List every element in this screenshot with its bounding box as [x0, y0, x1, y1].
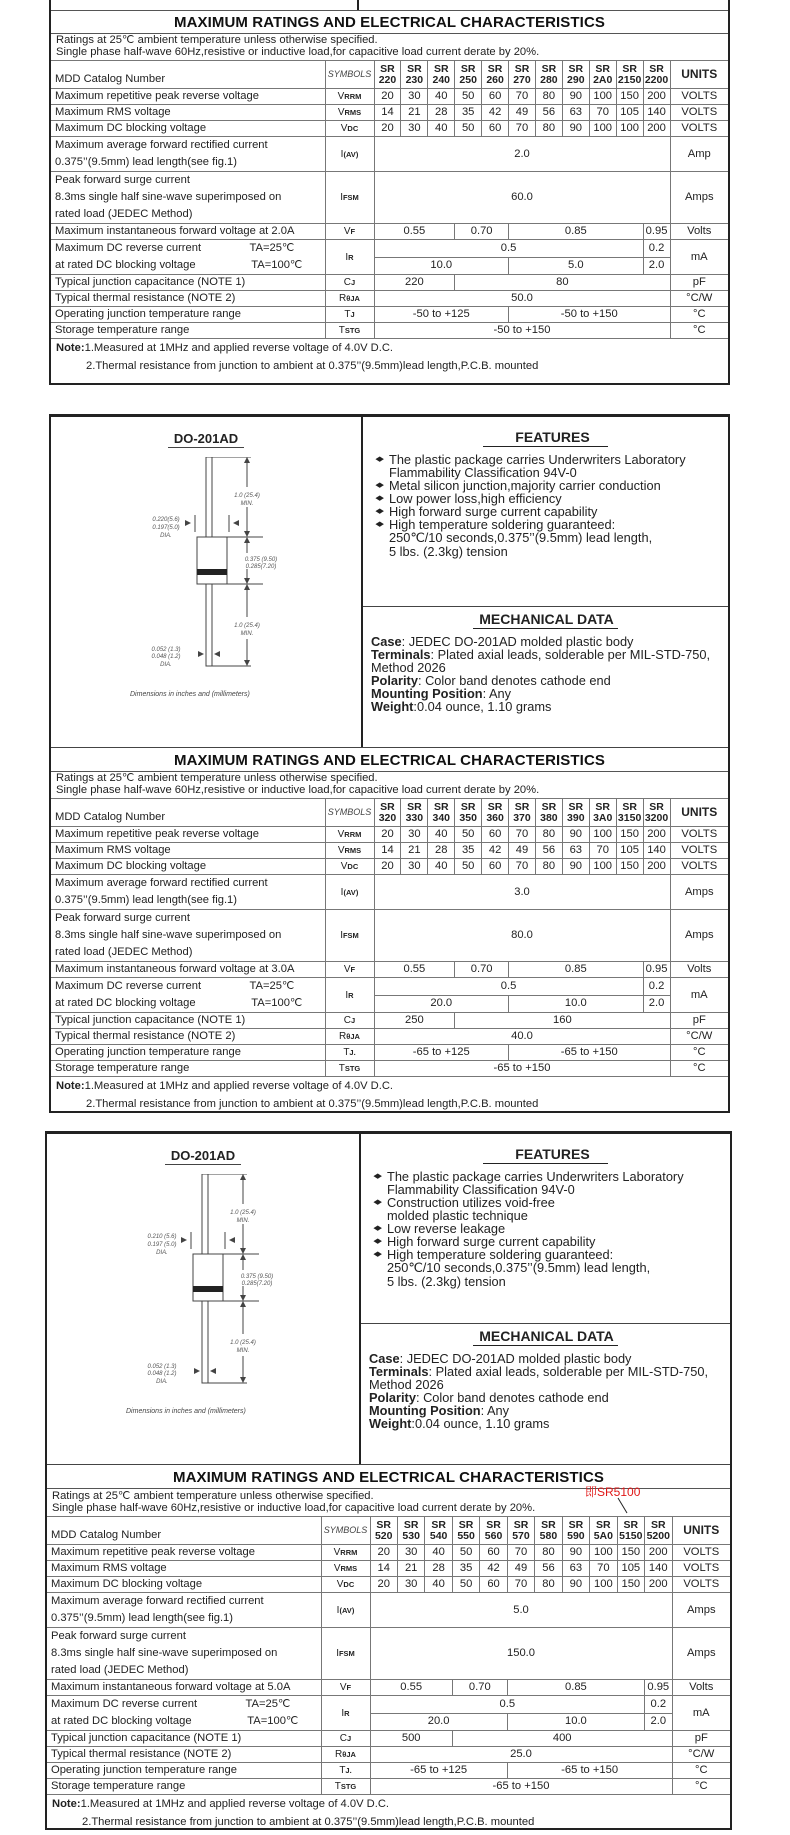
- section-title: MAXIMUM RATINGS AND ELECTRICAL CHARACTERISTICS: [51, 749, 728, 772]
- package-title: DO-201AD: [47, 1148, 359, 1163]
- row-iav: Maximum average forward rectified current 0.375’’(9.5mm) lead length(see fig.1) I(AV) 2.0 Amp: [51, 137, 728, 172]
- ratings-table: [51, 60, 728, 339]
- ratings-line-1: Ratings at 25℃ ambient temperature unless otherwise specified.: [52, 1490, 374, 1502]
- ratings-section: [51, 11, 728, 375]
- svg-text:0.210 (5.6): 0.210 (5.6): [147, 1234, 177, 1240]
- model-header: SR 230: [401, 61, 428, 89]
- mechanical-data: Case: JEDEC DO-201AD molded plastic body Terminals: Plated axial leads, solderable per MIL-STD-750, Method 2026 Polarity: Color band denotes cathode end Mounting Position: Any Weight:0.04 ounce, 1.10 grams: [369, 1351, 709, 1431]
- units-header: UNITS: [672, 1517, 730, 1545]
- row-rth: Typical thermal resistance (NOTE 2) RθJA 50.0 °C/W: [51, 291, 728, 307]
- row-tj: Operating junction temperature range TJ. -65 to +125 -65 to +150 °C: [47, 1763, 730, 1779]
- svg-text:MIN.: MIN.: [236, 1348, 250, 1354]
- svg-text:0.375 (9.50): 0.375 (9.50): [240, 1274, 274, 1280]
- datasheet-block-sr5: [45, 1131, 732, 1830]
- feature-item: ◆ High forward surge current capability: [375, 1235, 730, 1248]
- mechanical-section: [363, 607, 728, 713]
- ratings-line-2: Single phase half-wave 60Hz,resistive or inductive load,for capacitive load current derate by 20%.: [52, 1502, 536, 1514]
- svg-text:0.197 (5.0): 0.197 (5.0): [147, 1242, 177, 1248]
- model-header: SR 380: [535, 799, 562, 827]
- model-header: SR 280: [535, 61, 562, 89]
- ratings-line-1: Ratings at 25℃ ambient temperature unless otherwise specified.: [56, 34, 378, 46]
- svg-text:0.048 (1.2): 0.048 (1.2): [151, 654, 181, 660]
- annotation-sr5100: 即SR5100: [585, 1485, 641, 1499]
- row-tstg: Storage temperature range TSTG -50 to +150 °C: [51, 323, 728, 339]
- row-vdc: Maximum DC blocking voltage VDC 20 30 40 50 60 70 80 90 100 100 200 VOLTS: [51, 121, 728, 137]
- features-list: [361, 1170, 730, 1289]
- catalog-label: MDD Catalog Number: [51, 61, 325, 89]
- model-header: SR 340: [428, 799, 455, 827]
- datasheet-block-sr2: [49, 0, 730, 385]
- svg-text:DIA.: DIA.: [156, 1250, 168, 1256]
- package-drawing-panel: [51, 417, 363, 747]
- svg-text:MIN.: MIN.: [240, 501, 254, 507]
- model-header: SR 260: [482, 61, 509, 89]
- symbols-header: SYMBOLS: [321, 1517, 370, 1545]
- row-vdc: Maximum DC blocking voltage VDC 20 30 40 50 60 70 80 90 100 150 200 VOLTS: [47, 1577, 730, 1593]
- features-section: [363, 417, 728, 607]
- dimensions-caption: Dimensions in inches and (millimeters): [126, 1408, 246, 1415]
- features-and-mechanical-panel: [361, 1134, 730, 1464]
- package-section: [47, 1134, 730, 1465]
- svg-text:DIA.: DIA.: [156, 1379, 168, 1385]
- row-cj: Typical junction capacitance (NOTE 1) CJ 220 80 pF: [51, 275, 728, 291]
- model-header: SR 2150: [616, 61, 643, 89]
- datasheet-block-sr3: [49, 414, 730, 1113]
- mechanical-data: Case: JEDEC DO-201AD molded plastic body Terminals: Plated axial leads, solderable per MIL-STD-750, Method 2026 Polarity: Color band denotes cathode end Mounting Position: Any Weight:0.04 ounce, 1.10 grams: [371, 634, 711, 714]
- feature-item: ◆ Low reverse leakage: [375, 1222, 730, 1235]
- row-ir-25: Maximum DC reverse current TA=25℃ at rated DC blocking voltage TA=100℃ IR 0.5 0.2 mA: [47, 1696, 730, 1714]
- svg-text:DIA.: DIA.: [160, 662, 172, 668]
- model-header: SR 5150: [617, 1517, 644, 1545]
- feature-item: 250℃/10 seconds,0.375’’(9.5mm) lead length,: [389, 530, 653, 545]
- feature-item: Flammability Classification 94V-0: [387, 1182, 575, 1197]
- model-header: SR 550: [452, 1517, 479, 1545]
- divider-stub: [357, 0, 359, 10]
- model-header: SR 530: [397, 1517, 424, 1545]
- svg-text:0.285(7.20): 0.285(7.20): [241, 1281, 273, 1287]
- package-title: DO-201AD: [51, 431, 361, 446]
- mechanical-title: MECHANICAL DATA: [363, 611, 728, 627]
- model-header: SR 370: [509, 799, 536, 827]
- row-vrrm: Maximum repetitive peak reverse voltage VRRM 20 30 40 50 60 70 80 90 100 150 200 VOLTS: [51, 827, 728, 843]
- model-header: SR 3200: [643, 799, 670, 827]
- model-header: SR 360: [482, 799, 509, 827]
- model-header: SR 240: [428, 61, 455, 89]
- row-iav: Maximum average forward rectified current 0.375’’(9.5mm) lead length(see fig.1) I(AV) 3.0 Amps: [51, 875, 728, 910]
- diode-drawing-icon: [47, 1174, 359, 1404]
- model-header: SR 570: [507, 1517, 534, 1545]
- notes: Note:1.Measured at 1MHz and applied reverse voltage of 4.0V D.C. 2.Thermal resistance from junction to ambient at 0.375’’(9.5mm)lead length,P.C.B. mounted: [56, 342, 539, 372]
- model-header: SR 3A0: [589, 799, 616, 827]
- row-vrms: Maximum RMS voltage VRMS 14 21 28 35 42 49 56 63 70 105 140 VOLTS: [47, 1561, 730, 1577]
- package-drawing-panel: [47, 1134, 361, 1464]
- feature-item: molded plastic technique: [387, 1208, 528, 1223]
- svg-text:1.0 (25.4): 1.0 (25.4): [234, 623, 260, 629]
- svg-text:0.220(5.6): 0.220(5.6): [152, 517, 180, 523]
- model-header: SR 290: [562, 61, 589, 89]
- feature-item: ◆ High temperature soldering guaranteed:: [375, 1248, 730, 1261]
- table-header-row: [51, 61, 728, 89]
- feature-item: 5 lbs. (2.3kg) tension: [387, 1274, 506, 1289]
- row-ifsm: Peak forward surge current 8.3ms single half sine-wave superimposed on rated load (JEDEC Method) IFSM 80.0 Amps: [51, 910, 728, 962]
- ratings-line-2: Single phase half-wave 60Hz,resistive or inductive load,for capacitive load current derate by 20%.: [56, 46, 540, 58]
- svg-text:0.285(7.20): 0.285(7.20): [245, 564, 277, 570]
- model-header: SR 320: [374, 799, 401, 827]
- ratings-note: [51, 772, 728, 796]
- features-list: [363, 453, 728, 559]
- model-header: SR 330: [401, 799, 428, 827]
- ratings-section: [47, 1466, 730, 1831]
- row-ir-100: 20.0 10.0 2.0: [47, 1713, 730, 1731]
- row-ifsm: Peak forward surge current 8.3ms single half sine-wave superimposed on rated load (JEDEC Method) IFSM 60.0 Amps: [51, 172, 728, 224]
- model-header: SR 3150: [616, 799, 643, 827]
- row-iav: Maximum average forward rectified current 0.375’’(9.5mm) lead length(see fig.1) I(AV) 5.0 Amps: [47, 1593, 730, 1628]
- section-title: MAXIMUM RATINGS AND ELECTRICAL CHARACTERISTICS: [51, 11, 728, 34]
- features-section: [361, 1134, 730, 1324]
- model-header: SR 2200: [643, 61, 670, 89]
- row-tj: Operating junction temperature range TJ. -65 to +125 -65 to +150 °C: [51, 1045, 728, 1061]
- svg-text:0.375 (9.50): 0.375 (9.50): [244, 557, 278, 563]
- feature-item: ◆ The plastic package carries Underwriters Laboratory: [377, 453, 728, 466]
- ratings-section: [51, 749, 728, 1113]
- model-header: SR 520: [370, 1517, 397, 1545]
- notes: Note:1.Measured at 1MHz and applied reverse voltage of 4.0V D.C. 2.Thermal resistance from junction to ambient at 0.375’’(9.5mm)lead length,P.C.B. mounted: [52, 1798, 535, 1828]
- svg-text:1.0 (25.4): 1.0 (25.4): [234, 493, 260, 499]
- row-rth: Typical thermal resistance (NOTE 2) RθJA 25.0 °C/W: [47, 1747, 730, 1763]
- model-header: SR 560: [480, 1517, 507, 1545]
- model-header: SR 5200: [645, 1517, 672, 1545]
- table-header-row: [47, 1517, 730, 1545]
- row-tstg: Storage temperature range TSTG -65 to +150 °C: [51, 1061, 728, 1077]
- model-header: SR 580: [535, 1517, 562, 1545]
- svg-text:1.0 (25.4): 1.0 (25.4): [230, 1210, 256, 1216]
- features-and-mechanical-panel: [363, 417, 728, 747]
- row-vdc: Maximum DC blocking voltage VDC 20 30 40 50 60 70 80 90 100 150 200 VOLTS: [51, 859, 728, 875]
- row-cj: Typical junction capacitance (NOTE 1) CJ 500 400 pF: [47, 1731, 730, 1747]
- row-tj: Operating junction temperature range TJ -50 to +125 -50 to +150 °C: [51, 307, 728, 323]
- row-tstg: Storage temperature range TSTG -65 to +150 °C: [47, 1779, 730, 1795]
- feature-item: 5 lbs. (2.3kg) tension: [389, 544, 508, 559]
- features-title: FEATURES: [363, 429, 728, 445]
- row-vf: Maximum instantaneous forward voltage at 3.0A VF 0.55 0.70 0.85 0.95 Volts: [51, 962, 728, 978]
- row-ir-25: Maximum DC reverse current TA=25℃ at rated DC blocking voltage TA=100℃ IR 0.5 0.2 mA: [51, 978, 728, 996]
- svg-text:0.052 (1.3): 0.052 (1.3): [151, 647, 181, 653]
- svg-text:0.197(5.0): 0.197(5.0): [152, 525, 180, 531]
- ratings-table: [47, 1516, 730, 1795]
- model-header: SR 270: [509, 61, 536, 89]
- row-rth: Typical thermal resistance (NOTE 2) RθJA 40.0 °C/W: [51, 1029, 728, 1045]
- model-header: SR 220: [374, 61, 401, 89]
- model-header: SR 590: [562, 1517, 589, 1545]
- row-ifsm: Peak forward surge current 8.3ms single half sine-wave superimposed on rated load (JEDEC Method) IFSM 150.0 Amps: [47, 1628, 730, 1680]
- ratings-line-1: Ratings at 25℃ ambient temperature unless otherwise specified.: [56, 772, 378, 784]
- section-title: MAXIMUM RATINGS AND ELECTRICAL CHARACTERISTICS: [47, 1466, 730, 1489]
- features-title: FEATURES: [361, 1146, 730, 1162]
- feature-item: ◆ Metal silicon junction,majority carrier conduction: [377, 479, 728, 492]
- feature-item: Flammability Classification 94V-0: [389, 465, 577, 480]
- svg-text:DIA.: DIA.: [160, 533, 172, 539]
- symbols-header: SYMBOLS: [325, 799, 374, 827]
- dimensions-caption: Dimensions in inches and (millimeters): [130, 691, 250, 698]
- package-section: [51, 417, 728, 748]
- feature-item: ◆ The plastic package carries Underwriters Laboratory: [375, 1170, 730, 1183]
- units-header: UNITS: [670, 61, 728, 89]
- feature-item: ◆ Construction utilizes void-free: [375, 1196, 730, 1209]
- row-vf: Maximum instantaneous forward voltage at 5.0A VF 0.55 0.70 0.85 0.95 Volts: [47, 1680, 730, 1696]
- model-header: SR 350: [455, 799, 482, 827]
- row-vf: Maximum instantaneous forward voltage at 2.0A VF 0.55 0.70 0.85 0.95 Volts: [51, 224, 728, 240]
- model-header: SR 5A0: [590, 1517, 617, 1545]
- row-ir-25: Maximum DC reverse current TA=25℃ at rated DC blocking voltage TA=100℃ IR 0.5 0.2 mA: [51, 240, 728, 258]
- table-header-row: [51, 799, 728, 827]
- model-header: SR 250: [455, 61, 482, 89]
- model-header: SR 2A0: [589, 61, 616, 89]
- model-header: SR 390: [562, 799, 589, 827]
- ratings-note: [51, 34, 728, 58]
- feature-item: ◆ High temperature soldering guaranteed:: [377, 518, 728, 531]
- feature-item: 250℃/10 seconds,0.375’’(9.5mm) lead length,: [387, 1260, 651, 1275]
- row-vrrm: Maximum repetitive peak reverse voltage VRRM 20 30 40 50 60 70 80 90 100 150 200 VOLTS: [47, 1545, 730, 1561]
- row-ir-100: 20.0 10.0 2.0: [51, 995, 728, 1013]
- mechanical-section: [361, 1324, 730, 1430]
- catalog-label: MDD Catalog Number: [47, 1517, 321, 1545]
- diode-drawing-icon: [51, 457, 363, 687]
- ratings-table: [51, 798, 728, 1077]
- model-header: SR 540: [425, 1517, 452, 1545]
- annotation-pointer-icon: [617, 1497, 629, 1515]
- units-header: UNITS: [670, 799, 728, 827]
- row-vrrm: Maximum repetitive peak reverse voltage VRRM 20 30 40 50 60 70 80 90 100 150 200 VOLTS: [51, 89, 728, 105]
- row-cj: Typical junction capacitance (NOTE 1) CJ 250 160 pF: [51, 1013, 728, 1029]
- row-ir-100: 10.0 5.0 2.0: [51, 257, 728, 275]
- symbols-header: SYMBOLS: [325, 61, 374, 89]
- catalog-label: MDD Catalog Number: [51, 799, 325, 827]
- ratings-line-2: Single phase half-wave 60Hz,resistive or inductive load,for capacitive load current derate by 20%.: [56, 784, 540, 796]
- feature-item: ◆ Low power loss,high efficiency: [377, 492, 728, 505]
- notes: Note:1.Measured at 1MHz and applied reverse voltage of 4.0V D.C. 2.Thermal resistance from junction to ambient at 0.375’’(9.5mm)lead length,P.C.B. mounted: [56, 1080, 539, 1110]
- svg-text:MIN.: MIN.: [236, 1218, 250, 1224]
- row-vrms: Maximum RMS voltage VRMS 14 21 28 35 42 49 56 63 70 105 140 VOLTS: [51, 843, 728, 859]
- svg-text:0.048 (1.2): 0.048 (1.2): [147, 1371, 177, 1377]
- svg-text:MIN.: MIN.: [240, 631, 254, 637]
- svg-text:0.052 (1.3): 0.052 (1.3): [147, 1364, 177, 1370]
- row-vrms: Maximum RMS voltage VRMS 14 21 28 35 42 49 56 63 70 105 140 VOLTS: [51, 105, 728, 121]
- mechanical-title: MECHANICAL DATA: [361, 1328, 730, 1344]
- svg-text:1.0 (25.4): 1.0 (25.4): [230, 1340, 256, 1346]
- feature-item: ◆ High forward surge current capability: [377, 505, 728, 518]
